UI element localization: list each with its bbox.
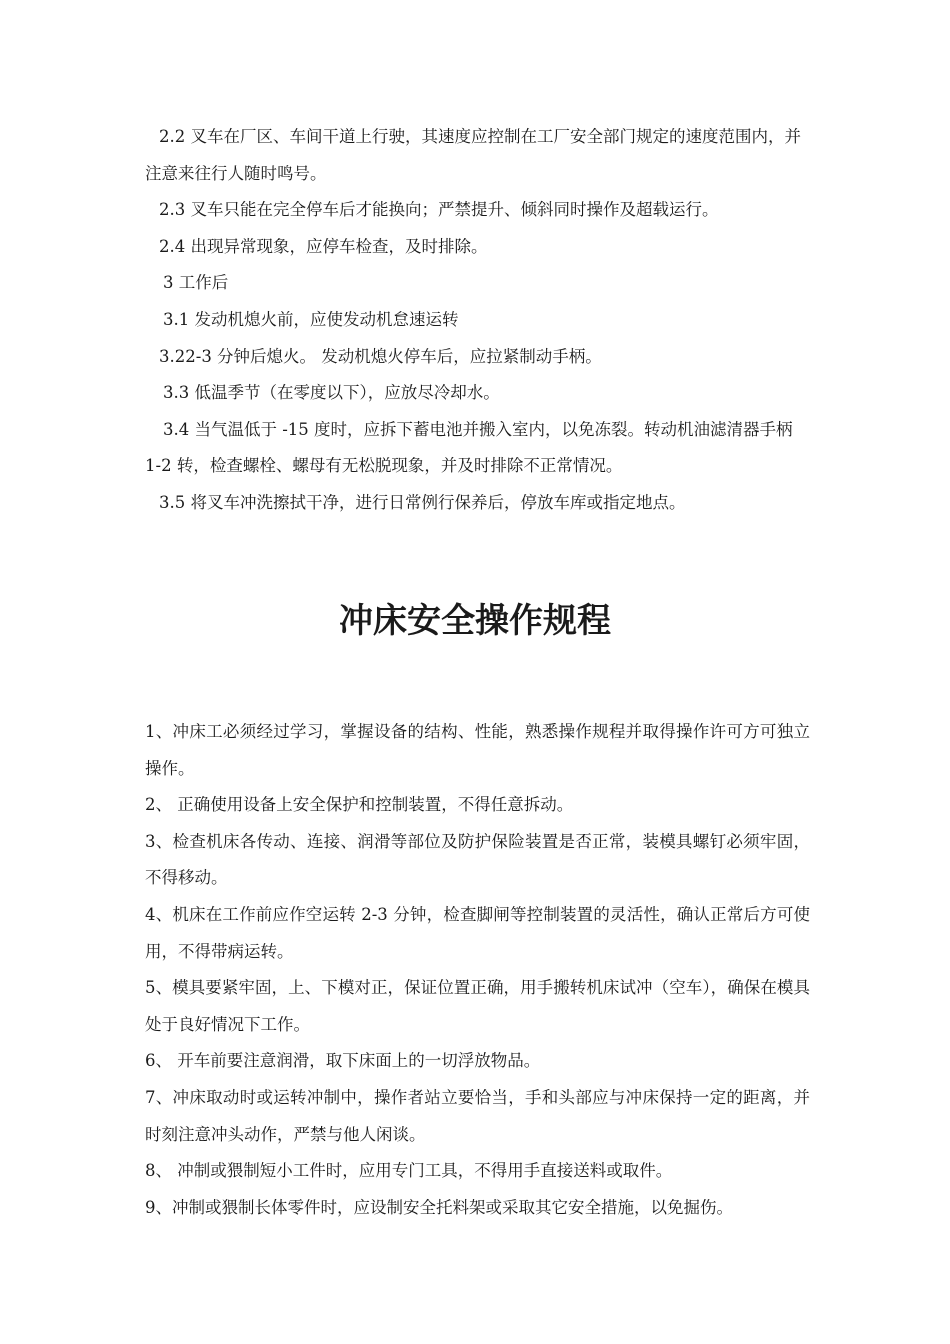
rule-item: 3、检查机床各传动、连接、润滑等部位及防护保险装置是否正常，装模具螺钉必须牢固，不得移动。	[145, 831, 810, 888]
paragraph-2-3: 2.3 叉车只能在完全停车后才能换向；严禁提升、倾斜同时操作及超载运行。	[159, 200, 719, 220]
rule-item: 2、 正确使用设备上安全保护和控制装置，不得任意拆动。	[145, 795, 574, 815]
paragraph-2-2: 2.2 叉车在厂区、车间干道上行驶，其速度应控制在工厂安全部门规定的速度范围内，并注意来往行人随时鸣号。	[145, 127, 801, 183]
rule-item: 6、 开车前要注意润滑，取下床面上的一切浮放物品。	[145, 1051, 541, 1071]
rule-item: 4、机床在工作前应作空运转 2-3 分钟，检查脚闸等控制装置的灵活性，确认正常后方可使用，不得带病运转。	[145, 904, 810, 961]
rule-item: 8、 冲制或猥制短小工件时，应用专门工具，不得用手直接送料或取件。	[145, 1161, 673, 1181]
paragraph-3-3: 3.3 低温季节（在零度以下），应放尽冷却水。	[163, 383, 500, 403]
rule-item: 5、模具要紧牢固，上、下模对正，保证位置正确，用手搬转机床试冲（空车），确保在模具处于良好情况下工作。	[145, 978, 810, 1034]
punch-press-rules-section	[145, 714, 810, 1226]
paragraph-2-4: 2.4 出现异常现象，应停车检查，及时排除。	[159, 236, 488, 256]
paragraph-3-2: 3.22-3 分钟后熄火。 发动机熄火停车后，应拉紧制动手柄。	[159, 346, 602, 366]
paragraph-3-1: 3.1 发动机熄火前，应使发动机怠速运转	[163, 309, 459, 329]
rule-item: 7、冲床取动时或运转冲制中，操作者站立要恰当，手和头部应与冲床保持一定的距离，并时刻注意冲头动作，严禁与他人闲谈。	[145, 1087, 810, 1144]
rule-item: 1、冲床工必须经过学习，掌握设备的结构、性能，熟悉操作规程并取得操作许可方可独立操作。	[145, 722, 810, 778]
heading-after-work: 3 工作后	[163, 273, 229, 293]
rule-item: 9、冲制或猥制长体零件时，应设制安全托料架或采取其它安全措施，以免掘伤。	[145, 1197, 733, 1217]
paragraph-3-4: 3.4 当气温低于 -15 度时，应拆下蓄电池并搬入室内，以免冻裂。转动机油滤清器手柄 1-2 转，检查螺栓、螺母有无松脱现象，并及时排除不正常情况。	[145, 419, 793, 476]
page-title: 冲床安全操作规程	[339, 601, 611, 641]
forklift-operation-section	[145, 119, 810, 522]
paragraph-3-5: 3.5 将叉车冲洗擦拭干净，进行日常例行保养后，停放车库或指定地点。	[159, 492, 686, 512]
